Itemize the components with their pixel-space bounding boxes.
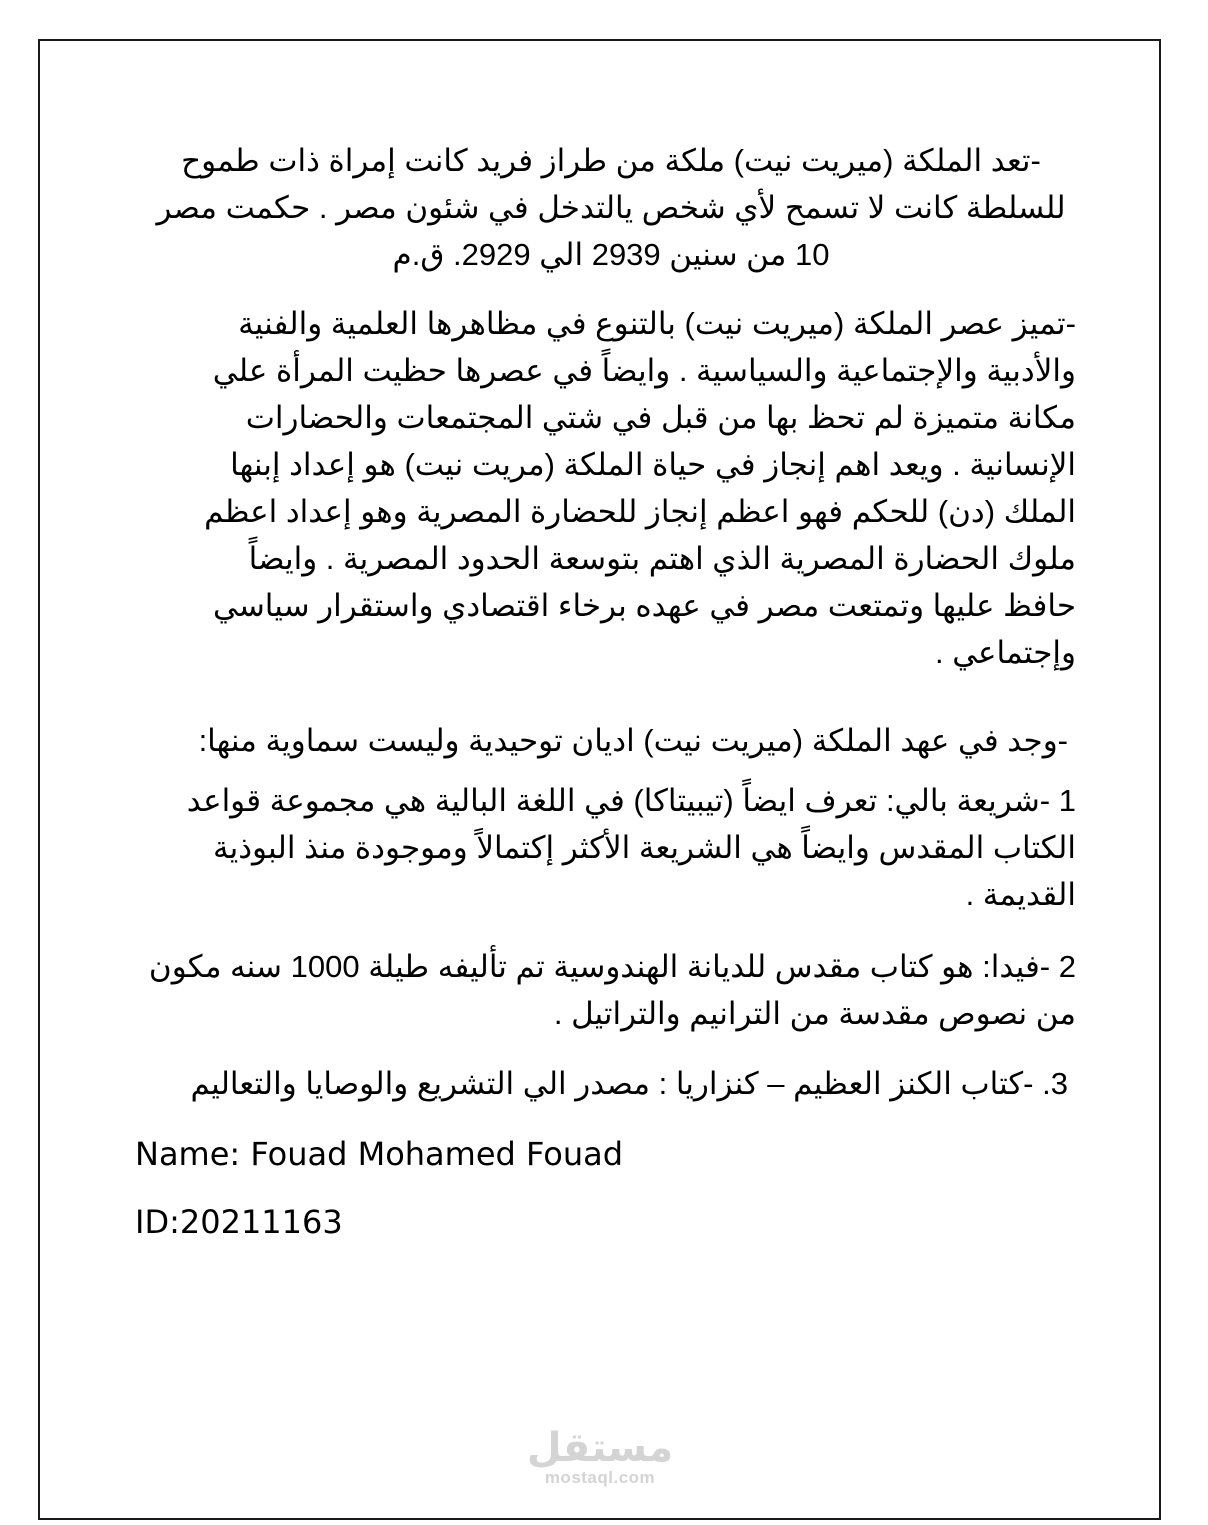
text-line: الإنسانية . ويعد اهم إنجاز في حياة الملكة (مريت نيت) هو إعداد إبنها [230,447,1076,482]
text-line: -تميز عصر الملكة (ميريت نيت) بالتنوع في مظاهرها العلمية والفنية [238,306,1076,341]
watermark-url: mostaql.com [544,1468,656,1487]
student-id: ID:20211163 [135,1203,343,1241]
text-line: والأدبية والإجتماعية والسياسية . وايضاً في عصرها حظيت المرأة علي [212,353,1076,388]
text-line: -تعد الملكة (ميريت نيت) ملكة من طراز فريد كانت إمراة ذات طموح [181,143,1041,178]
text-line: -وجد في عهد الملكة (ميريت نيت) اديان توحيدية وليست سماوية منها: [198,723,1068,758]
list-item-veda [149,943,1076,1037]
text-line: حافظ عليها وتمتعت مصر في عهده برخاء اقتصادي واستقرار سياسي [212,588,1076,623]
text-line: الملك (دن) للحكم فهو اعظم إنجاز للحضارة المصرية وهو إعداد اعظم [204,494,1076,529]
text-line: القديمة . [965,877,1076,912]
paragraph-meritneith-era [204,300,1076,676]
text-line: 1 -شريعة بالي: تعرف ايضاً (تيبيتاكا) في اللغة البالية هي مجموعة قواعد [186,783,1076,818]
list-item-pali-canon [187,777,1076,918]
student-name: Name: Fouad Mohamed Fouad [135,1135,624,1173]
text-line: الكتاب المقدس وايضاً هي الشريعة الأكثر إكتمالاً وموجودة منذ البوذية [212,830,1076,865]
text-line: 3. -كتاب الكنز العظيم – كنزاريا : مصدر الي التشريع والوصايا والتعاليم [190,1066,1068,1101]
text-line: 10 من سنين 2939 الي 2929. ق.م [392,237,830,272]
text-line: للسلطة كانت لا تسمح لأي شخص يالتدخل في شئون مصر . حكمت مصر [156,190,1066,225]
paragraph-religions-intro [199,717,1068,764]
mostaql-watermark [520,1425,680,1488]
paragraph-meritneith-intro [146,137,1076,278]
watermark-logo-text: مستقل [526,1425,674,1471]
text-line: ملوك الحضارة المصرية الذي اهتم بتوسعة الحدود المصرية . وايضاً [248,541,1076,576]
text-line: وإجتماعي . [934,635,1076,670]
list-item-ginza-rba [191,1060,1069,1107]
text-line: من نصوص مقدسة من الترانيم والتراتيل . [553,996,1076,1031]
text-line: 2 -فيدا: هو كتاب مقدس للديانة الهندوسية تم تأليفه طيلة 1000 سنه مكون [148,949,1076,984]
text-line: مكانة متميزة لم تحظ بها من قبل في شتي المجتمعات والحضارات [245,400,1076,435]
